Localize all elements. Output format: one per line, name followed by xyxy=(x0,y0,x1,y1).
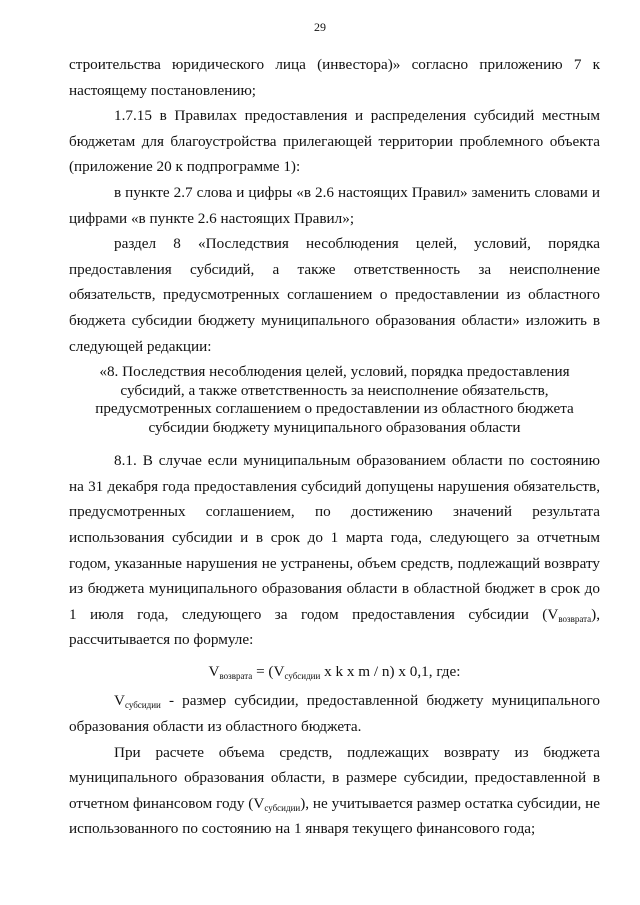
formula-tail: x k x m / n) x 0,1, где: xyxy=(320,662,461,680)
definition-sub: субсидии xyxy=(124,700,161,711)
note-text-end: ), не учитывается размер остатка субсидии, не использованного по состоянию на 1 января текущего финансового года; xyxy=(69,794,600,838)
paragraph-v-subsidy-definition xyxy=(69,688,600,739)
paragraph-1-7-15: 1.7.15 в Правилах предоставления и распределения субсидий местным бюджетам для благоустройства прилегающей территории проблемного объекта (приложение 20 к подпрограмме 1): xyxy=(69,107,600,176)
section-8-heading: «8. Последствия несоблюдения целей, условий, порядка предоставления субсидий, а также ответственность за неисполнение обязательств, предусмотренных соглашением о предоставлении из областного бюджета субсидии бюджету муниципального образования области xyxy=(95,363,574,436)
paragraph-1: строительства юридического лица (инвестора)» согласно приложению 7 к настоящему постановлению; xyxy=(69,56,600,99)
paragraph-2-7-change: в пункте 2.7 слова и цифры «в 2.6 настоящих Правил» заменить словами и цифрами «в пункте 2.6 настоящих Правил»; xyxy=(69,183,600,227)
formula-v: V xyxy=(208,662,220,680)
formula-sub-return: возврата xyxy=(219,670,253,681)
note-sub: субсидии xyxy=(264,802,301,813)
return-formula xyxy=(69,659,600,685)
paragraph-8-1-text-end: ), рассчитывается по формуле: xyxy=(69,605,600,649)
note-text: При расчете объема средств, подлежащих возврату из бюджета муниципального образования области, в размере субсидии, предоставленной в отчетном финансовом году (V xyxy=(69,743,600,812)
v-return-subscript: возврата xyxy=(558,613,592,624)
document-body xyxy=(69,52,600,842)
page-number: 29 xyxy=(314,20,326,34)
paragraph-calculation-note xyxy=(69,740,600,842)
paragraph-section-8-change: раздел 8 «Последствия несоблюдения целей, условий, порядка предоставления субсидий, а также ответственность за неисполнение обязательств, предусмотренных соглашением о предоставлении из областного бюджета субсидии бюджету муниципального образования области» изложить в следующей редакции: xyxy=(69,235,600,355)
paragraph-8-1 xyxy=(69,448,600,653)
paragraph-8-1-text: 8.1. В случае если муниципальным образованием области по состоянию на 31 декабря года предоставления субсидий допущены нарушения обязательств, предусмотренных соглашением, по достижению значений результата использования субсидии и в срок до 1 марта года, следующего за отчетным годом, указанные нарушения не устранены, объем средств, подлежащий возврату из бюджета муниципального образования области в областной бюджет в срок до 1 июля года, следующего за годом предоставления субсидии (V xyxy=(69,452,600,623)
definition-v: V xyxy=(114,692,125,710)
definition-text: - размер субсидии, предоставленной бюджету муниципального образования области из областного бюджета. xyxy=(69,692,600,736)
formula-sub-subsidy: субсидии xyxy=(284,670,321,681)
formula-mid: = (V xyxy=(252,662,285,680)
